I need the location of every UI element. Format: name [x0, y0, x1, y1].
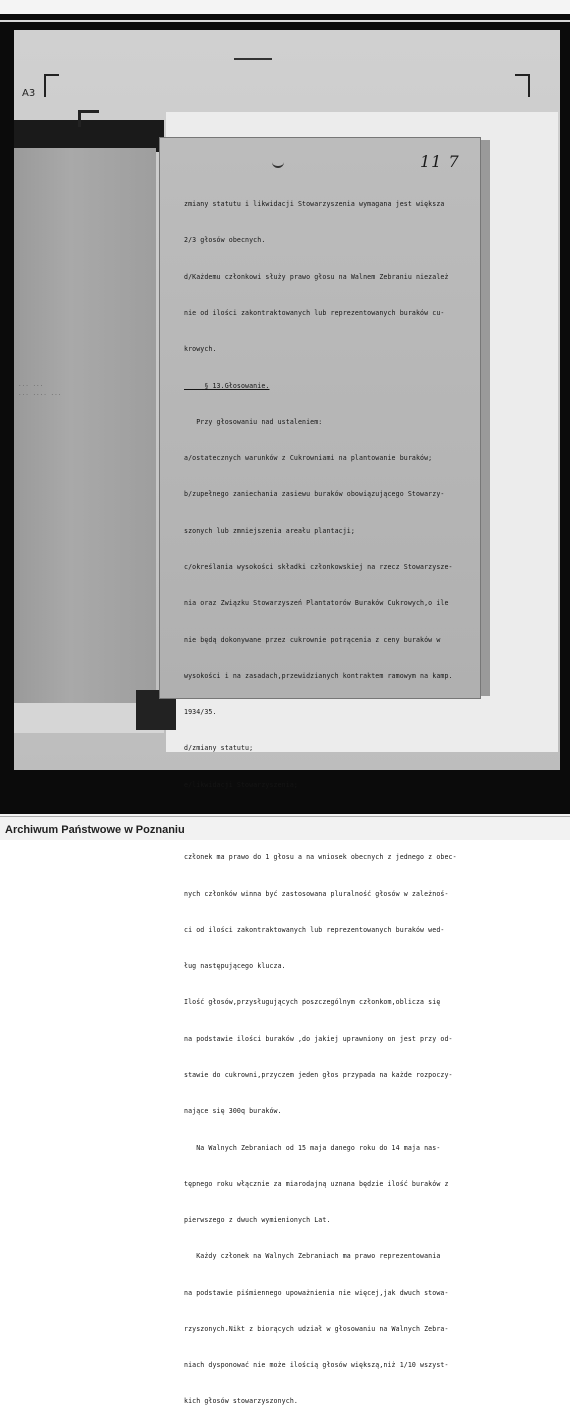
text-line: członek ma prawo do 1 głosu a na wniosek obecnych z jednego z obec- — [184, 853, 457, 862]
text-line: wysokości i na zasadach,przewidzianych kontraktem ramowym na kamp. — [184, 671, 453, 680]
section-heading: § 13.Głosowanie. — [184, 381, 270, 390]
text-line: stawie do cukrowni,przyczem jeden głos przypada na każde rozpoczy- — [184, 1070, 453, 1079]
left-card-text-line: ... ... — [18, 381, 44, 388]
text-line: Przy głosowaniu nad ustaleniem: — [184, 417, 323, 426]
left-card-text-line: ... .... ... — [18, 390, 62, 397]
text-line: e/likwidacji Stowarzyszenia; — [184, 780, 298, 789]
scan-edge-top — [0, 20, 570, 22]
text-line: nie będą dokonywane przez cukrownie potrącenia z ceny buraków w — [184, 635, 441, 644]
archive-name: Archiwum Państwowe w Poznaniu — [5, 824, 185, 836]
text-line: 2/3 głosów obecnych. — [184, 236, 266, 245]
sheet-label: A3 — [22, 88, 36, 99]
text-line: niach dysponować nie może ilością głosów większą,niż 1/10 wszyst- — [184, 1361, 449, 1370]
text-line: zmiany statutu i likwidacji Stowarzyszenia wymagana jest większa — [184, 200, 445, 209]
clip-tab — [78, 110, 99, 127]
text-line: Na Walnych Zebraniach od 15 maja danego roku do 14 maja nas- — [184, 1143, 441, 1152]
text-line: na podstawie ilości buraków ,do jakiej uprawniony on jest przy od- — [184, 1034, 453, 1043]
text-line: d/zmiany statutu; — [184, 744, 254, 753]
text-line: ług następującego klucza. — [184, 962, 286, 971]
text-line: krowych. — [184, 345, 217, 354]
text-line: d/Każdemu członkowi służy prawo głosu na Walnem Zebraniu niezależ — [184, 272, 449, 281]
text-line: pierwszego z dwuch wymienionych Lat. — [184, 1216, 331, 1225]
text-line: nych członków winna być zastosowana pluralność głosów w zależnoś- — [184, 889, 449, 898]
text-line: nie od ilości zakontraktowanych lub reprezentowanych buraków cu- — [184, 309, 445, 318]
top-strip — [0, 0, 570, 14]
corner-mark-left-icon — [44, 74, 60, 98]
left-card — [14, 148, 156, 703]
text-line: Każdy członek na Walnych Zebraniach ma prawo reprezentowania — [184, 1252, 441, 1261]
corner-mark-right-icon — [514, 74, 530, 98]
text-line: Ilość głosów,przysługujących poszczególnym członkom,oblicza się — [184, 998, 441, 1007]
text-line: nia oraz Związku Stowarzyszeń Plantatorów Buraków Cukrowych,o ile — [184, 599, 449, 608]
text-line: tępnego roku włącznie za miarodajną uznana będzie ilość buraków z — [184, 1179, 449, 1188]
text-line: kich głosów stowarzyszonych. — [184, 1397, 298, 1406]
text-line: rzyszonych.Nikt z biorących udział w głosowaniu na Walnych Zebra- — [184, 1324, 449, 1333]
handwritten-page-number: 11 7 — [420, 152, 460, 171]
text-line: b/zupełnego zaniechania zasiewu buraków obowiązującego Stowarzy- — [184, 490, 445, 499]
text-line: nające się 300q buraków. — [184, 1107, 282, 1116]
text-line: szonych lub zmniejszenia areału plantacji; — [184, 526, 355, 535]
document-text — [184, 174, 474, 1420]
text-line: a/ostatecznych warunków z Cukrowniami na plantowanie buraków; — [184, 454, 433, 463]
top-dash-mark — [234, 58, 272, 60]
text-line: c/określania wysokości składki członkowskiej na rzecz Stowarzysze- — [184, 563, 453, 571]
text-line: ci od ilości zakontraktowanych lub reprezentowanych buraków wed- — [184, 925, 445, 934]
footer-rule — [0, 816, 570, 817]
text-line: 1934/35. — [184, 708, 217, 717]
left-card-faint-text — [18, 380, 61, 398]
text-line: na podstawie piśmiennego upoważnienia nie więcej,jak dwuch stowa- — [184, 1288, 449, 1297]
